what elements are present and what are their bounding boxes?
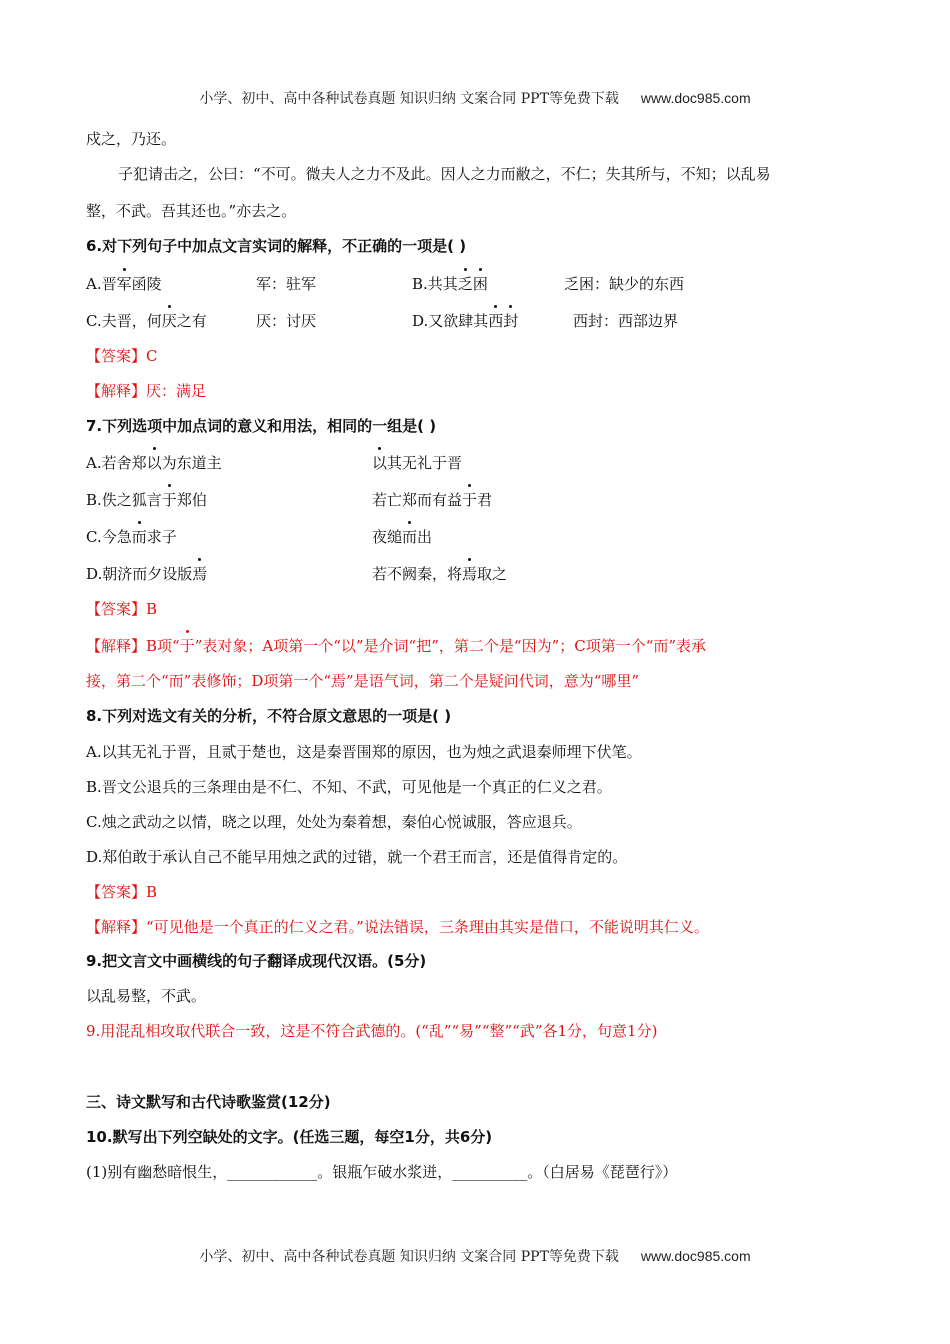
- emphasis-dot-char: 西: [488, 312, 504, 330]
- q8-option-d: D.郑伯敢于承认自己不能早用烛之武的过错，就一个君王而言，还是值得肯定的。: [86, 848, 628, 866]
- q7-option-d-left: D.朝济而夕设版焉: [86, 565, 208, 583]
- emphasis-dot-char: 困: [472, 275, 488, 293]
- q8-option-c: C.烛之武动之以情，晓之以理，处处为秦着想，秦伯心悦诚服，答应退兵。: [86, 813, 582, 831]
- q7-title: 7.下列选项中加点词的意义和用法，相同的一组是( ): [86, 417, 437, 435]
- footer-site-link[interactable]: www.doc985.com: [640, 1248, 751, 1264]
- q7-option-d-right: 若不阙秦，将焉取之: [372, 565, 508, 583]
- q6-option-a-explanation: 军：驻军: [256, 275, 317, 293]
- q10-title: 10.默写出下列空缺处的文字。(任选三题，每空1分，共6分): [86, 1128, 493, 1146]
- page-header: [0, 88, 950, 108]
- emphasis-dot-char: 军: [116, 275, 132, 293]
- q7-option-b-right: 若亡郑而有益于君: [372, 491, 493, 509]
- q6-option-a: A.晋军函陵: [86, 275, 162, 293]
- emphasis-dot-char: 以: [146, 454, 162, 472]
- q6-title: 6.对下列句子中加点文言实词的解释，不正确的一项是( ): [86, 237, 467, 255]
- q6-option-d-explanation: 西封：西部边界: [573, 312, 679, 330]
- emphasis-dot-char: 于: [161, 491, 177, 509]
- page-footer: [0, 1246, 950, 1266]
- q6-option-b: B.共其乏困: [412, 275, 488, 293]
- emphasis-dot-char: 于: [179, 637, 195, 655]
- q7-option-c-right: 夜缒而出: [372, 528, 433, 546]
- q6-option-d: D.又欲肆其西封: [412, 312, 519, 330]
- header-text: 小学、初中、高中各种试卷真题 知识归纳 文案合同 PPT等免费下载: [199, 91, 619, 107]
- header-site-link[interactable]: www.doc985.com: [640, 90, 751, 106]
- q6-option-c: C.夫晋，何厌之有: [86, 312, 207, 330]
- q7-option-a-right: 以其无礼于晋: [372, 454, 463, 472]
- q9-sentence: 以乱易整，不武。: [86, 987, 207, 1005]
- section-3-title: 三、诗文默写和古代诗歌鉴赏(12分): [86, 1093, 331, 1111]
- q7-option-c-left: C.今急而求子: [86, 528, 177, 546]
- q8-answer: 【答案】B: [86, 883, 158, 901]
- q7-explanation-line-1: 【解释】B项“于”表对象；A项第一个“以”是介词“把”，第二个是“因为”；C项第一个“而”表承: [86, 637, 707, 655]
- q8-option-a: A.以其无礼于晋，且贰于楚也，这是秦晋围郑的原因，也为烛之武退秦师埋下伏笔。: [86, 743, 642, 761]
- q8-explanation: 【解释】“可见他是一个真正的仁义之君。”说法错误，三条理由其实是借口，不能说明其仁义。: [86, 918, 709, 936]
- q7-option-a-left: A.若舍郑以为东道主: [86, 454, 222, 472]
- emphasis-dot-char: 乏: [457, 275, 473, 293]
- q7-explanation-line-2: 接，第二个“而”表修饰；D项第一个“焉”是语气词，第二个是疑问代词，意为“哪里”: [86, 672, 640, 690]
- q8-title: 8.下列对选文有关的分析，不符合原文意思的一项是( ): [86, 707, 452, 725]
- emphasis-dot-char: 焉: [192, 565, 208, 583]
- q6-answer: 【答案】C: [86, 347, 158, 365]
- emphasis-dot-char: 厌: [161, 312, 177, 330]
- passage-line-1: 戍之，乃还。: [86, 130, 177, 148]
- passage-line-2: 子犯请击之，公曰：“不可。微夫人之力不及此。因人之力而敝之，不仁；失其所与，不知；以乱易: [118, 165, 771, 183]
- emphasis-dot-char: 封: [503, 312, 519, 330]
- emphasis-dot-char: 于: [462, 491, 478, 509]
- emphasis-dot-char: 以: [372, 454, 388, 472]
- q9-answer: 9.用混乱相攻取代联合一致，这是不符合武德的。(“乱”“易”“整”“武”各1分，句意1分): [86, 1022, 658, 1040]
- q9-title: 9.把文言文中画横线的句子翻译成现代汉语。(5分): [86, 952, 427, 970]
- emphasis-dot-char: 而: [402, 528, 418, 546]
- footer-text: 小学、初中、高中各种试卷真题 知识归纳 文案合同 PPT等免费下载: [199, 1249, 619, 1265]
- q8-option-b: B.晋文公退兵的三条理由是不仁、不知、不武，可见他是一个真正的仁义之君。: [86, 778, 612, 796]
- emphasis-dot-char: 而: [131, 528, 147, 546]
- q6-option-b-explanation: 乏困：缺少的东西: [564, 275, 685, 293]
- emphasis-dot-char: 焉: [462, 565, 478, 583]
- q6-explanation: 【解释】厌：满足: [86, 382, 207, 400]
- passage-line-3: 整，不武。吾其还也。”亦去之。: [86, 202, 297, 220]
- q6-option-c-explanation: 厌：讨厌: [256, 312, 317, 330]
- q10-item-1: (1)别有幽愁暗恨生，____________。银瓶乍破水浆迸，__________。（白居易《琵琶行》）: [86, 1163, 678, 1181]
- q7-answer: 【答案】B: [86, 600, 158, 618]
- q7-option-b-left: B.佚之狐言于郑伯: [86, 491, 207, 509]
